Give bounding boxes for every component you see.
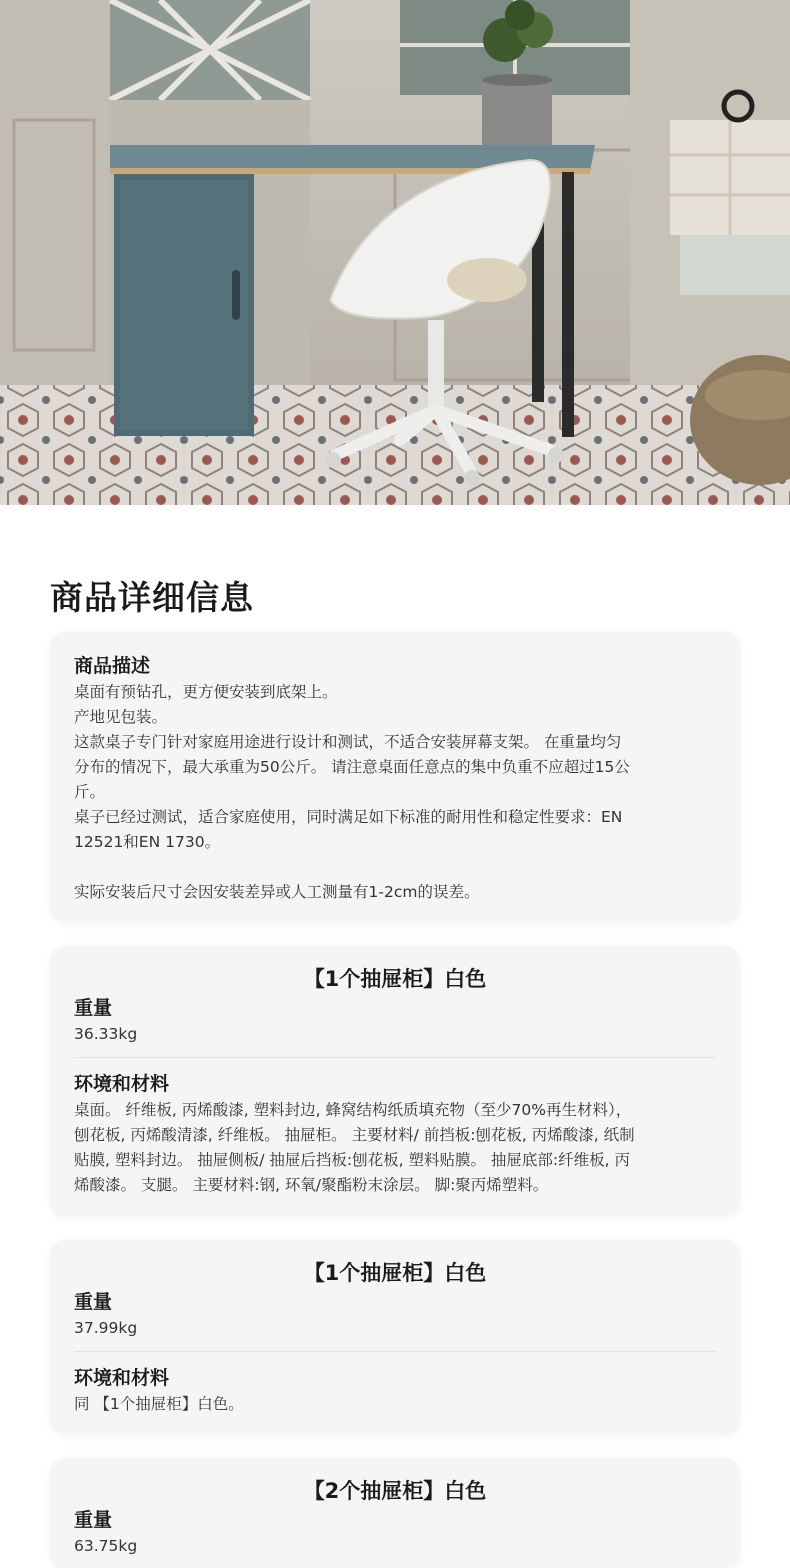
weight-label: 重量: [74, 1291, 113, 1313]
variant-name: 【1个抽屉柜】白色: [303, 1261, 487, 1285]
description-line: 桌子已经过测试，适合家庭使用，同时满足如下标准的耐用性和稳定性要求：EN: [74, 808, 623, 826]
variant-card: [50, 1458, 740, 1568]
description-line: 分布的情况下，最大承重为50公斤。 请注意桌面任意点的集中负重不应超过15公: [74, 758, 630, 776]
hero-product-photo: [0, 0, 790, 505]
variant-name: 【2个抽屉柜】白色: [303, 1479, 487, 1503]
description-card: [50, 632, 740, 922]
material-label: 环境和材料: [74, 1073, 170, 1095]
description-heading: 商品描述: [74, 655, 151, 677]
description-line: 实际安装后尺寸会因安装差异或人工测量有1-2cm的误差。: [74, 883, 480, 901]
variant-card: [50, 946, 740, 1216]
description-line: 12521和EN 1730。: [74, 833, 221, 851]
weight-value: 37.99kg: [74, 1319, 138, 1337]
variant-card: [50, 1240, 740, 1434]
description-blank-line: [74, 855, 716, 880]
material-line: 同 【1个抽屉柜】白色。: [74, 1395, 244, 1413]
section-title: 商品详细信息: [50, 578, 254, 617]
material-line: 烯酸漆。 支腿。 主要材料:钢, 环氧/聚酯粉末涂层。 脚:聚丙烯塑料。: [74, 1176, 549, 1194]
variant-name: 【1个抽屉柜】白色: [303, 967, 487, 991]
material-line: 贴膜, 塑料封边。 抽屉侧板/ 抽屉后挡板:刨花板, 塑料贴膜。 抽屉底部:纤维板, 丙: [74, 1151, 631, 1169]
description-line: 桌面有预钻孔，更方便安装到底架上。: [74, 683, 338, 701]
weight-label: 重量: [74, 997, 113, 1019]
description-line: 这款桌子专门针对家庭用途进行设计和测试，不适合安装屏幕支架。 在重量均匀: [74, 733, 622, 751]
weight-label: 重量: [74, 1509, 113, 1531]
divider: [74, 1351, 716, 1352]
material-line: 刨花板, 丙烯酸清漆, 纤维板。 抽屉柜。 主要材料/ 前挡板:刨花板, 丙烯酸漆, 纸制: [74, 1126, 635, 1144]
weight-value: 36.33kg: [74, 1025, 138, 1043]
material-label: 环境和材料: [74, 1367, 170, 1389]
material-line: 桌面。 纤维板, 丙烯酸漆, 塑料封边, 蜂窝结构纸质填充物（至少70%再生材料），: [74, 1101, 632, 1119]
desk-room-illustration: [0, 0, 790, 505]
weight-value: 63.75kg: [74, 1537, 138, 1555]
description-line: 产地见包装。: [74, 708, 168, 726]
description-line: 斤。: [74, 783, 106, 801]
divider: [74, 1057, 716, 1058]
